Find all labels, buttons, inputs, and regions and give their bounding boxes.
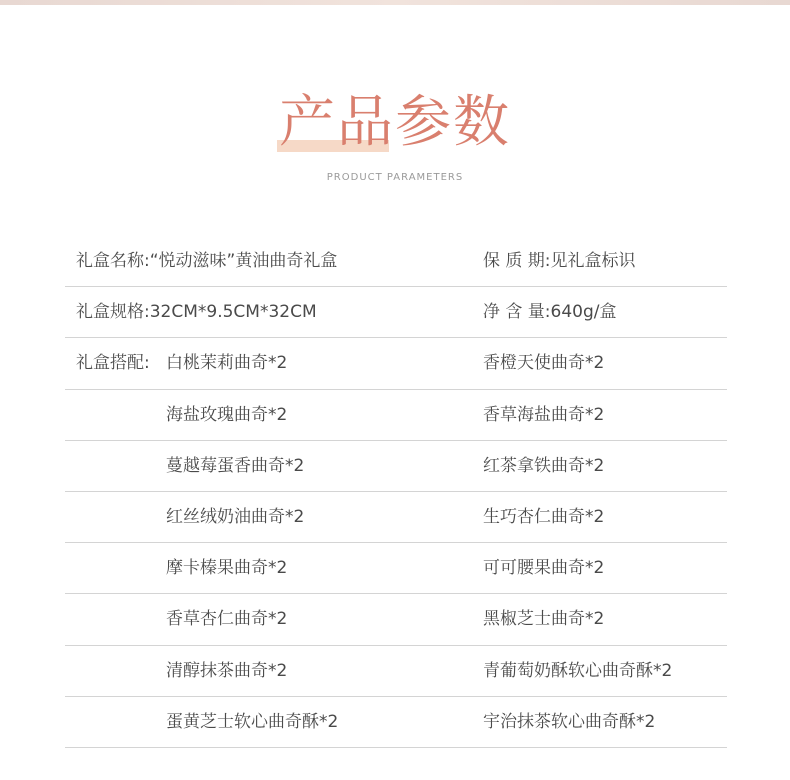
table-row: [65, 390, 727, 441]
table-row: [65, 594, 727, 645]
row-right-item: 香橙天使曲奇*2: [483, 353, 605, 374]
row-right-item: 红茶拿铁曲奇*2: [483, 455, 605, 476]
page-title-text: 产品参数: [279, 90, 511, 155]
row-left-item: 红丝绒奶油曲奇*2: [166, 506, 305, 527]
row-left-item: 摩卡榛果曲奇*2: [166, 558, 288, 579]
table-row: [65, 697, 727, 748]
row-left-item: 海盐玫瑰曲奇*2: [166, 404, 288, 425]
table-row: [65, 543, 727, 594]
row-right-text: 净 含 量:640g/盒: [483, 302, 617, 323]
table-row: [65, 441, 727, 492]
table-row: [65, 646, 727, 697]
row-left-text: 礼盒规格:32CM*9.5CM*32CM: [76, 302, 317, 323]
page-title: [279, 88, 511, 158]
row-left-text: 礼盒名称:“悦动滋味”黄油曲奇礼盒: [76, 251, 338, 271]
page-subtitle: PRODUCT PARAMETERS: [326, 172, 464, 183]
row-left-item: 白桃茉莉曲奇*2: [166, 353, 288, 374]
row-left-item: 清醇抹茶曲奇*2: [166, 660, 288, 681]
parameters-table: [65, 236, 727, 748]
row-right-item: 可可腰果曲奇*2: [483, 558, 605, 579]
table-row: [65, 492, 727, 543]
title-block: [0, 88, 790, 158]
top-decorative-strip: [0, 0, 790, 5]
row-label: 礼盒搭配:: [76, 353, 150, 374]
table-row: [65, 236, 727, 287]
row-right-item: 生巧杏仁曲奇*2: [483, 506, 605, 527]
row-left-item: 香草杏仁曲奇*2: [166, 609, 288, 630]
row-right-item: 香草海盐曲奇*2: [483, 404, 605, 425]
row-right-item: 青葡萄奶酥软心曲奇酥*2: [483, 660, 673, 681]
row-right-item: 黑椒芝士曲奇*2: [483, 609, 605, 630]
table-row: [65, 287, 727, 338]
row-right-item: 宇治抹茶软心曲奇酥*2: [483, 711, 656, 732]
table-row: [65, 338, 727, 389]
row-right-text: 保 质 期:见礼盒标识: [483, 251, 636, 271]
row-left-item: 蔓越莓蛋香曲奇*2: [166, 455, 305, 476]
row-left-item: 蛋黄芝士软心曲奇酥*2: [166, 711, 339, 732]
